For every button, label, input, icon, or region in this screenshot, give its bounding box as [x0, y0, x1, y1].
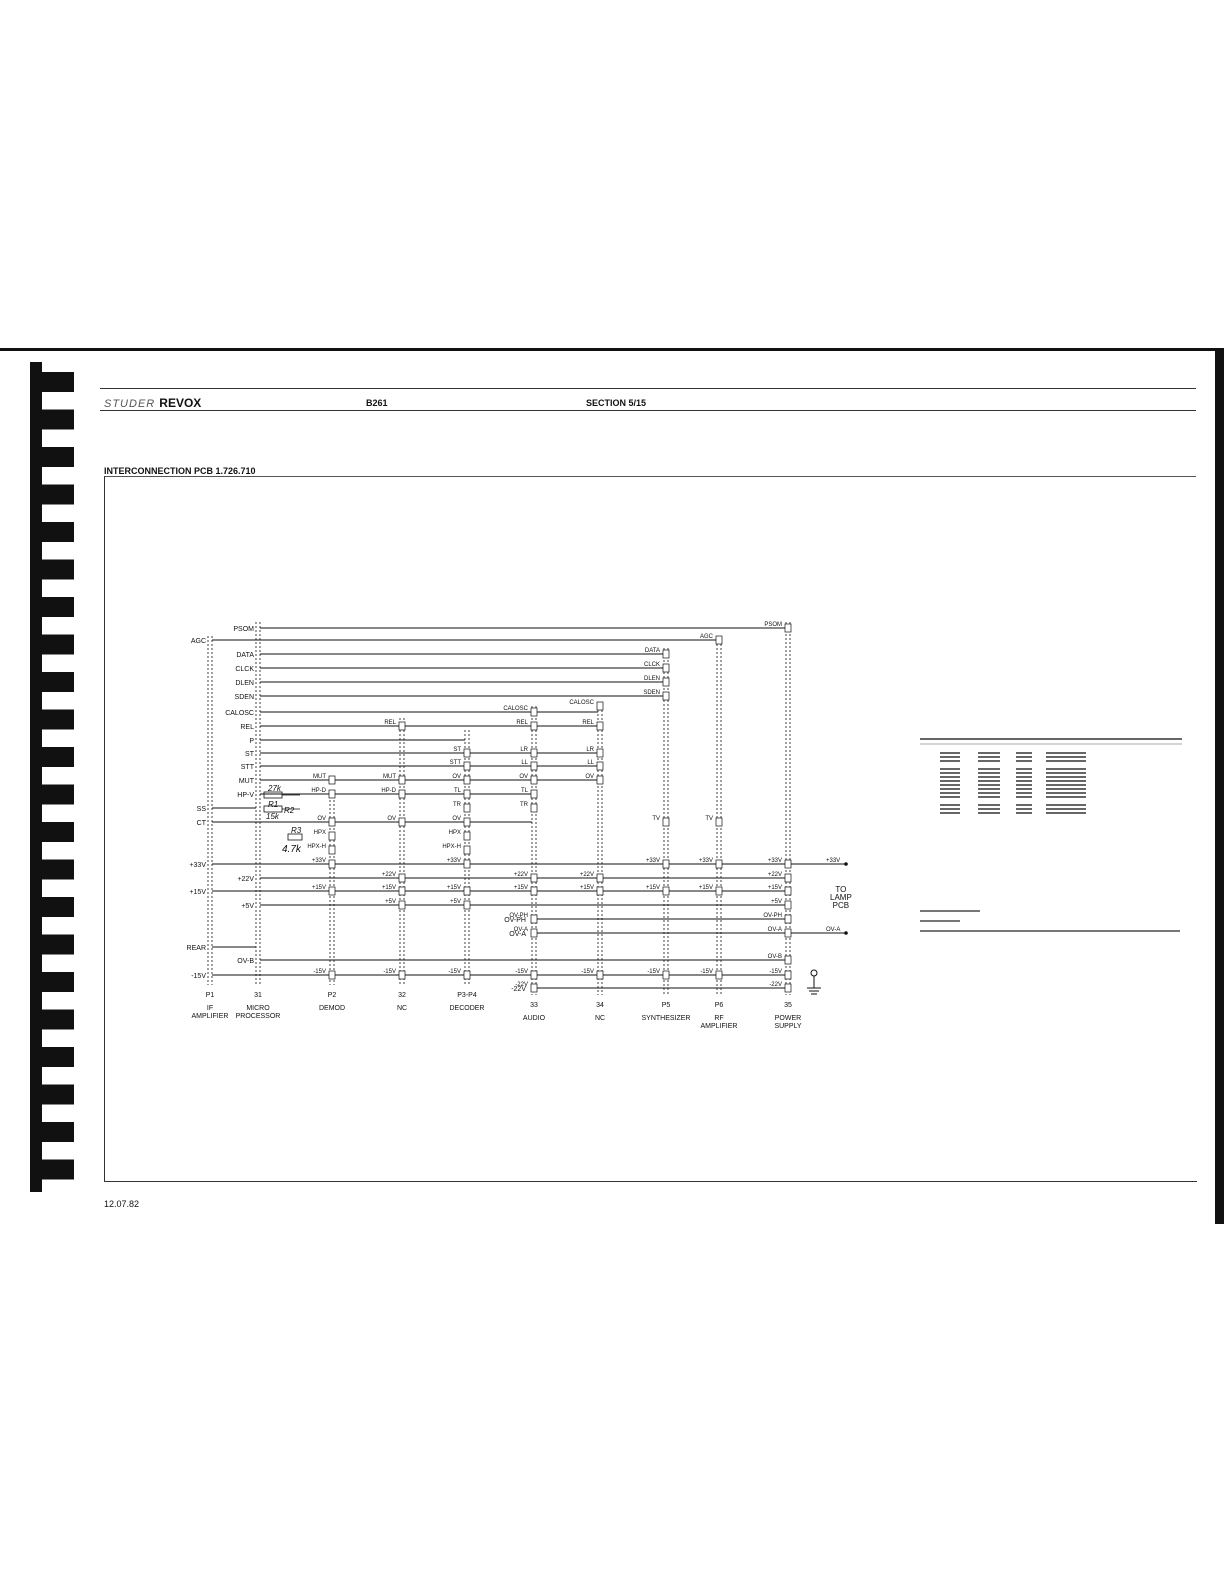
parts-row-cell — [940, 776, 960, 778]
pin-marker — [399, 776, 405, 784]
pin-marker — [399, 722, 405, 730]
parts-row-cell — [1016, 768, 1032, 770]
pin-label: STT — [449, 760, 461, 766]
pin-label: -15V — [383, 969, 396, 975]
connector-id: P6 — [714, 1002, 724, 1009]
pin-label: HP-D — [381, 788, 396, 794]
pin-marker — [597, 887, 603, 895]
pin-label: OV — [452, 774, 461, 780]
pin-marker — [399, 887, 405, 895]
pin-marker — [399, 818, 405, 826]
pin-marker — [663, 692, 669, 700]
connector-id: 31 — [254, 992, 262, 999]
pin-marker — [329, 971, 335, 979]
signal-label: OV-A — [509, 931, 526, 938]
pin-label: +5V — [450, 899, 461, 905]
parts-row-cell — [978, 808, 1000, 810]
parts-row-cell — [978, 780, 1000, 782]
parts-row-cell — [940, 812, 960, 814]
pin-label: LR — [586, 747, 594, 753]
parts-row-cell — [940, 760, 960, 762]
pin-label: +5V — [771, 899, 782, 905]
pin-label: REL — [516, 720, 528, 726]
pin-marker — [663, 860, 669, 868]
module-name: AMPLIFIER — [700, 1023, 738, 1030]
pin-label: -15V — [700, 969, 713, 975]
pin-marker — [399, 971, 405, 979]
pin-label: +15V — [513, 885, 528, 891]
module-name: NC — [594, 1015, 606, 1022]
pin-marker — [464, 860, 470, 868]
pin-label: CLCK — [643, 662, 660, 668]
parts-row-cell — [940, 804, 960, 806]
pin-marker — [716, 887, 722, 895]
signal-label: -15V — [191, 973, 206, 980]
pin-label: TL — [520, 788, 528, 794]
pin-label: +22V — [579, 872, 594, 878]
signal-label: OV-PH — [504, 917, 526, 924]
pin-label: OV — [519, 774, 528, 780]
parts-row-cell — [978, 756, 1000, 758]
parts-row-cell — [1046, 780, 1086, 782]
pin-marker — [464, 832, 470, 840]
parts-row-cell — [978, 772, 1000, 774]
signal-label: MUT — [238, 778, 254, 785]
ground-symbol — [807, 970, 821, 994]
pin-marker — [663, 887, 669, 895]
parts-row-cell — [1016, 780, 1032, 782]
pin-label: OV — [387, 816, 396, 822]
pin-marker — [464, 887, 470, 895]
pin-label: REL — [582, 720, 594, 726]
pin-label: +15V — [579, 885, 594, 891]
pin-label: +5V — [385, 899, 396, 905]
component-r2: R2 — [284, 806, 295, 815]
pin-label: -15V — [313, 969, 326, 975]
parts-row-cell — [940, 792, 960, 794]
signal-label: +5V — [241, 903, 254, 910]
pin-label: MUT — [313, 774, 326, 780]
parts-row-cell — [978, 804, 1000, 806]
pin-label: +33V — [311, 858, 326, 864]
pin-marker — [464, 762, 470, 770]
pin-marker — [663, 971, 669, 979]
pin-label: OV — [452, 816, 461, 822]
pin-label: LR — [520, 747, 528, 753]
parts-row-cell — [1046, 796, 1086, 798]
pin-marker — [464, 776, 470, 784]
pin-label: LL — [587, 760, 594, 766]
pin-label: TV — [652, 816, 660, 822]
signal-label: DATA — [236, 652, 254, 659]
pin-label: DLEN — [643, 676, 660, 682]
parts-row-cell — [978, 796, 1000, 798]
signal-label: SS — [196, 806, 206, 813]
pin-label: HP-D — [311, 788, 326, 794]
parts-row-cell — [1046, 760, 1086, 762]
pin-marker — [464, 804, 470, 812]
signal-label: OV-B — [237, 958, 254, 965]
pin-marker — [597, 749, 603, 757]
parts-row-cell — [1016, 796, 1032, 798]
pin-label: HPX — [448, 830, 461, 836]
pin-marker — [399, 874, 405, 882]
pin-marker — [716, 860, 722, 868]
signal-label: DLEN — [235, 680, 254, 687]
module-name: AMPLIFIER — [191, 1013, 229, 1020]
pin-marker — [531, 790, 537, 798]
pin-label: -15V — [515, 969, 528, 975]
connector-id: P1 — [205, 992, 215, 999]
parts-row-cell — [1046, 808, 1086, 810]
pin-marker — [597, 722, 603, 730]
signal-label: ST — [245, 751, 254, 758]
parts-row-cell — [978, 776, 1000, 778]
parts-row-cell — [940, 808, 960, 810]
pin-label: OV-PH — [763, 913, 782, 919]
pcb-label: PCB — [832, 901, 850, 910]
pin-marker — [785, 971, 791, 979]
connector-id: 33 — [530, 1002, 538, 1009]
module-name: PROCESSOR — [235, 1013, 281, 1020]
pin-marker — [464, 901, 470, 909]
pin-marker — [597, 874, 603, 882]
pin-label: SDEN — [643, 690, 660, 696]
signal-label: CLCK — [235, 666, 254, 673]
pin-label: HPX — [313, 830, 326, 836]
page-title: INTERCONNECTION PCB 1.726.710 — [104, 466, 256, 476]
pin-marker — [531, 915, 537, 923]
pin-label: REL — [384, 720, 396, 726]
parts-row-cell — [1016, 772, 1032, 774]
pin-label: HPX-H — [307, 844, 326, 850]
signal-label: CALOSC — [225, 710, 254, 717]
pin-label: TV — [705, 816, 713, 822]
pin-marker — [531, 708, 537, 716]
signal-label: AGC — [190, 638, 206, 645]
pin-label: -15V — [769, 969, 782, 975]
pin-label: +15V — [767, 885, 782, 891]
module-name: DECODER — [449, 1005, 485, 1012]
pin-label: +33V — [698, 858, 713, 864]
parts-row-cell — [1016, 756, 1032, 758]
parts-row-cell — [1046, 752, 1086, 754]
pin-marker — [329, 790, 335, 798]
parts-row-cell — [1046, 756, 1086, 758]
pin-marker — [597, 776, 603, 784]
parts-row-cell — [940, 752, 960, 754]
pin-marker — [531, 776, 537, 784]
date-label: 12.07.82 — [104, 1199, 140, 1209]
pin-label: +15V — [446, 885, 461, 891]
parts-row-cell — [1046, 768, 1086, 770]
signal-label: +22V — [237, 876, 254, 883]
output-label-ova: OV-A — [826, 927, 841, 933]
parts-row-cell — [1016, 804, 1032, 806]
module-name: SUPPLY — [774, 1023, 802, 1030]
pin-label: +22V — [513, 872, 528, 878]
parts-row-cell — [1016, 752, 1032, 754]
pin-marker — [531, 762, 537, 770]
parts-row-cell — [940, 768, 960, 770]
parts-row-cell — [940, 788, 960, 790]
pin-label: PSOM — [764, 622, 782, 628]
parts-row-cell — [1046, 772, 1086, 774]
signal-label: +33V — [189, 862, 206, 869]
pin-marker — [785, 984, 791, 992]
pin-marker — [663, 650, 669, 658]
module-name: MICRO — [246, 1005, 270, 1012]
pin-marker — [785, 929, 791, 937]
to-label: TO — [835, 885, 847, 894]
pin-label: +15V — [381, 885, 396, 891]
signal-label: REL — [240, 724, 254, 731]
pin-marker — [531, 874, 537, 882]
pin-marker — [785, 901, 791, 909]
pin-marker — [531, 804, 537, 812]
pin-label: OV-B — [767, 954, 782, 960]
pin-marker — [464, 818, 470, 826]
pin-label: +15V — [645, 885, 660, 891]
parts-row-cell — [940, 784, 960, 786]
pin-label: OV-A — [513, 927, 528, 933]
pin-label: TR — [453, 802, 461, 808]
output-terminal — [844, 931, 848, 935]
parts-row-cell — [1016, 760, 1032, 762]
pin-marker — [531, 887, 537, 895]
parts-row-cell — [1016, 776, 1032, 778]
parts-row-cell — [978, 784, 1000, 786]
section-label: SECTION 5/15 — [586, 398, 647, 408]
parts-row-cell — [1016, 812, 1032, 814]
lamp-label: LAMP — [830, 893, 852, 902]
pin-label: MUT — [383, 774, 396, 780]
parts-row-cell — [1016, 808, 1032, 810]
pin-marker — [329, 860, 335, 868]
module-name: SYNTHESIZER — [641, 1015, 691, 1022]
pin-label: -15V — [448, 969, 461, 975]
pin-label: OV — [585, 774, 594, 780]
pin-label: +33V — [446, 858, 461, 864]
pin-marker — [785, 887, 791, 895]
pin-marker — [597, 971, 603, 979]
parts-row-cell — [940, 796, 960, 798]
component-15k: 15k — [266, 812, 279, 821]
pin-label: TR — [520, 802, 528, 808]
pin-label: +15V — [311, 885, 326, 891]
signal-label: +15V — [189, 889, 206, 896]
pin-label: AGC — [699, 634, 713, 640]
pin-marker — [597, 702, 603, 710]
pin-label: DATA — [644, 648, 660, 654]
pin-marker — [329, 846, 335, 854]
to-lamp-pcb-label — [830, 886, 852, 910]
pin-marker — [785, 860, 791, 868]
component-r3: R3 — [291, 826, 302, 835]
parts-row-cell — [1046, 812, 1086, 814]
parts-list — [920, 738, 1182, 814]
module-name: NC — [396, 1005, 408, 1012]
connector-id: P3-P4 — [457, 992, 477, 999]
pin-label: +22V — [767, 872, 782, 878]
pin-marker — [329, 818, 335, 826]
pin-marker — [663, 664, 669, 672]
model-number: B261 — [366, 398, 388, 408]
output-label-33v: +33V — [826, 858, 841, 864]
connector-id: 35 — [784, 1002, 792, 1009]
signal-label: HP-V — [237, 792, 254, 799]
component-27k: 27k — [268, 784, 281, 793]
module-name: POWER — [774, 1015, 802, 1022]
pin-label: ST — [453, 747, 461, 753]
pin-marker — [329, 887, 335, 895]
manufacturer-note — [920, 910, 1180, 932]
pin-marker — [597, 762, 603, 770]
pin-marker — [399, 790, 405, 798]
parts-row-cell — [940, 756, 960, 758]
pin-marker — [531, 971, 537, 979]
parts-row-cell — [1046, 784, 1086, 786]
pin-marker — [785, 915, 791, 923]
parts-row-cell — [978, 812, 1000, 814]
signal-label: -22V — [511, 986, 526, 993]
pin-label: OV — [317, 816, 326, 822]
pin-label: TL — [453, 788, 461, 794]
parts-row-cell — [978, 788, 1000, 790]
pin-marker — [464, 790, 470, 798]
parts-row-cell — [1046, 788, 1086, 790]
pin-label: LL — [521, 760, 528, 766]
pin-marker — [531, 749, 537, 757]
parts-row-cell — [978, 792, 1000, 794]
pin-marker — [716, 636, 722, 644]
pin-marker — [785, 956, 791, 964]
pin-label: CALOSC — [503, 706, 528, 712]
parts-row-cell — [1016, 792, 1032, 794]
component-4k7: 4.7k — [282, 844, 301, 855]
module-name: AUDIO — [522, 1015, 546, 1022]
pin-label: +33V — [767, 858, 782, 864]
parts-row-cell — [978, 768, 1000, 770]
component-r1: R1 — [268, 800, 279, 809]
signal-label: SDEN — [234, 694, 254, 701]
pin-marker — [329, 832, 335, 840]
pin-marker — [531, 929, 537, 937]
pin-marker — [663, 678, 669, 686]
connector-id: 32 — [398, 992, 406, 999]
pin-marker — [464, 846, 470, 854]
module-name: RF — [714, 1015, 724, 1022]
parts-row-cell — [978, 760, 1000, 762]
parts-row-cell — [940, 780, 960, 782]
signal-label: REAR — [186, 945, 206, 952]
pin-marker — [785, 624, 791, 632]
pin-label: OV-A — [767, 927, 782, 933]
pin-marker — [716, 971, 722, 979]
brand-studer: STUDER — [104, 398, 156, 410]
parts-row-cell — [1046, 776, 1086, 778]
pin-label: +15V — [698, 885, 713, 891]
signal-label: CT — [196, 820, 206, 827]
pin-label: -15V — [581, 969, 594, 975]
pin-marker — [716, 818, 722, 826]
pin-label: -22V — [769, 982, 782, 988]
signal-label: PSOM — [233, 626, 254, 633]
parts-row-cell — [1046, 804, 1086, 806]
pin-label: +33V — [645, 858, 660, 864]
module-name: IF — [206, 1005, 214, 1012]
pin-marker — [531, 984, 537, 992]
connector-id: P5 — [661, 1002, 671, 1009]
pin-marker — [785, 874, 791, 882]
connector-id: 34 — [596, 1002, 604, 1009]
parts-row-cell — [1046, 792, 1086, 794]
parts-row-cell — [1016, 788, 1032, 790]
pin-label: CALOSC — [569, 700, 594, 706]
parts-header-row — [920, 738, 1182, 740]
signal-label: STT — [240, 764, 254, 771]
pin-marker — [531, 722, 537, 730]
parts-row-cell — [940, 772, 960, 774]
pin-marker — [329, 776, 335, 784]
output-terminal — [844, 862, 848, 866]
pin-label: +22V — [381, 872, 396, 878]
pin-label: -15V — [647, 969, 660, 975]
pin-marker — [464, 971, 470, 979]
pin-label: HPX-H — [442, 844, 461, 850]
parts-row-cell — [978, 752, 1000, 754]
brand-revox: REVOX — [159, 396, 202, 410]
pin-label: -22V — [515, 982, 528, 988]
signal-label: P — [249, 738, 254, 745]
pin-marker — [399, 901, 405, 909]
pin-marker — [663, 818, 669, 826]
parts-row-cell — [1016, 784, 1032, 786]
connector-id: P2 — [327, 992, 337, 999]
pin-label: OV-PH — [509, 913, 528, 919]
pin-marker — [464, 749, 470, 757]
module-name: DEMOD — [318, 1005, 346, 1012]
